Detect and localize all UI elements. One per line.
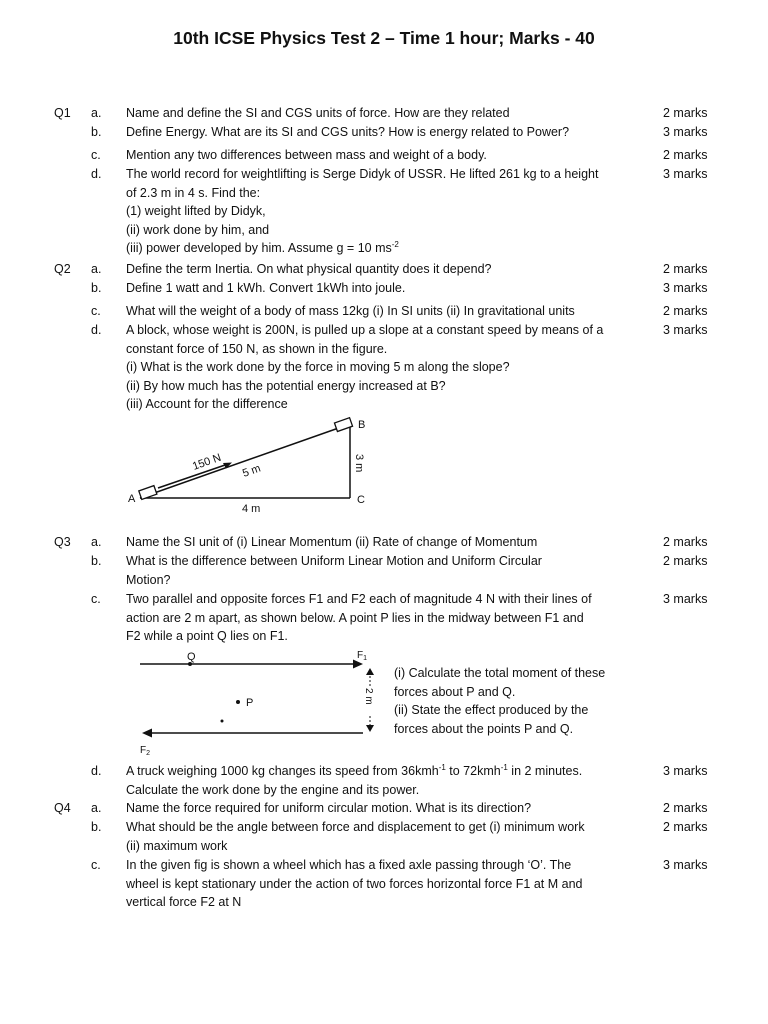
part-letter: a. <box>91 801 102 815</box>
marks: 2 marks <box>663 535 708 549</box>
question-text: Two parallel and opposite forces F1 and F2 each of magnitude 4 N with their lines of action are 2 m apart, as shown below. A point P lies in the midway between F1 and F2 while a point Q lies on F1. <box>126 592 592 643</box>
question-text: The world record for weightlifting is Serge Didyk of USSR. He lifted 261 kg to a height of 2.3 m in 4 s. Find the: (1) weight lifted by Didyk, (ii) work done by him, and (iii) power developed by him. Assume g = 10 $ms^{-2}$ <box>126 167 599 255</box>
marks: 2 marks <box>663 106 708 120</box>
question-number: Q1 <box>54 106 71 120</box>
point-c-label: C <box>357 494 365 506</box>
marks: 3 marks <box>663 858 708 872</box>
question-text: Define the term Inertia. On what physical quantity does it depend? <box>126 262 492 276</box>
marks: 2 marks <box>663 820 708 834</box>
part-letter: a. <box>91 535 102 549</box>
marks: 3 marks <box>663 125 708 139</box>
parallel-forces-diagram <box>130 650 390 762</box>
incline-slope <box>140 424 350 498</box>
marks: 2 marks <box>663 304 708 318</box>
point-p <box>236 700 240 704</box>
marks: 2 marks <box>663 148 708 162</box>
point-a-label: A <box>128 493 136 505</box>
base-label: 4 m <box>242 503 261 515</box>
page-title: 10th ICSE Physics Test 2 – Time 1 hour; Marks - 40 <box>173 28 595 48</box>
point-p-label: P <box>246 697 254 709</box>
question-number: Q3 <box>54 535 71 549</box>
part-letter: c. <box>91 304 101 318</box>
question-text: What is the difference between Uniform Linear Motion and Uniform Circular Motion? <box>126 554 542 587</box>
point-q-label: Q <box>187 651 196 663</box>
part-letter: b. <box>91 125 102 139</box>
question-text: In the given fig is shown a wheel which has a fixed axle passing through ‘O’. The wheel is kept stationary under the action of two forces horizontal force F1 at M and vertical force F2 at N <box>126 858 583 909</box>
gap-arrow-down <box>366 725 374 732</box>
part-letter: c. <box>91 148 101 162</box>
question-text: Name the force required for uniform circular motion. What is its direction? <box>126 801 532 815</box>
question-text: A truck weighing 1000 kg changes its speed from 36kmh$^{-1}$ to 72kmh$^{-1}$ in 2 minutes. Calculate the work done by the engine and its power. <box>126 762 583 797</box>
part-letter: b. <box>91 281 102 295</box>
part-letter: c. <box>91 858 101 872</box>
f1-label: $F_1$ <box>357 650 368 662</box>
part-letter: d. <box>91 323 102 337</box>
part-letter: a. <box>91 262 102 276</box>
point-b-label: B <box>358 419 366 431</box>
f2-label: $F_2$ <box>140 745 151 757</box>
question-number: Q2 <box>54 262 71 276</box>
part-letter: c. <box>91 592 101 606</box>
height-label: 3 m <box>353 454 365 473</box>
marks: 3 marks <box>663 592 708 606</box>
question-text: What should be the angle between force and displacement to get (i) minimum work (ii) maximum work <box>126 820 585 853</box>
question-text: What will the weight of a body of mass 12kg (i) In SI units (ii) In gravitational units <box>126 304 575 318</box>
part-letter: d. <box>91 167 102 181</box>
stray-dot <box>221 720 224 723</box>
marks: 3 marks <box>663 281 708 295</box>
part-letter: b. <box>91 820 102 834</box>
marks: 3 marks <box>663 323 708 337</box>
force-label: 150 N <box>191 451 223 473</box>
figure-side-text: (i) Calculate the total moment of these forces about P and Q. (ii) State the effect produced by the forces about the points P and Q. <box>394 666 606 736</box>
question-text: Name the SI unit of (i) Linear Momentum (ii) Rate of change of Momentum <box>126 535 538 549</box>
marks: 2 marks <box>663 801 708 815</box>
question-text: Name and define the SI and CGS units of force. How are they related <box>126 106 510 120</box>
question-text: Mention any two differences between mass and weight of a body. <box>126 148 487 162</box>
part-letter: a. <box>91 106 102 120</box>
question-text: Define 1 watt and 1 kWh. Convert 1kWh into joule. <box>126 281 406 295</box>
question-number: Q4 <box>54 801 71 815</box>
gap-arrow-up <box>366 668 374 675</box>
gap-label: 2 m <box>363 688 374 705</box>
marks: 3 marks <box>663 764 708 778</box>
marks: 2 marks <box>663 554 708 568</box>
force-f2-arrowhead <box>142 729 152 738</box>
question-text: A block, whose weight is 200N, is pulled up a slope at a constant speed by means of a constant force of 150 N, as shown in the figure. (i) What is the work done by the force in moving 5 m along the slope? (ii) By how much has the potential energy increased at B? (iii) Account for the difference <box>126 323 604 411</box>
slope-label: 5 m <box>241 462 263 480</box>
marks: 3 marks <box>663 167 708 181</box>
question-text: Define Energy. What are its SI and CGS units? How is energy related to Power? <box>126 125 570 139</box>
part-letter: b. <box>91 554 102 568</box>
marks: 2 marks <box>663 262 708 276</box>
part-letter: d. <box>91 764 102 778</box>
incline-diagram <box>120 414 380 520</box>
